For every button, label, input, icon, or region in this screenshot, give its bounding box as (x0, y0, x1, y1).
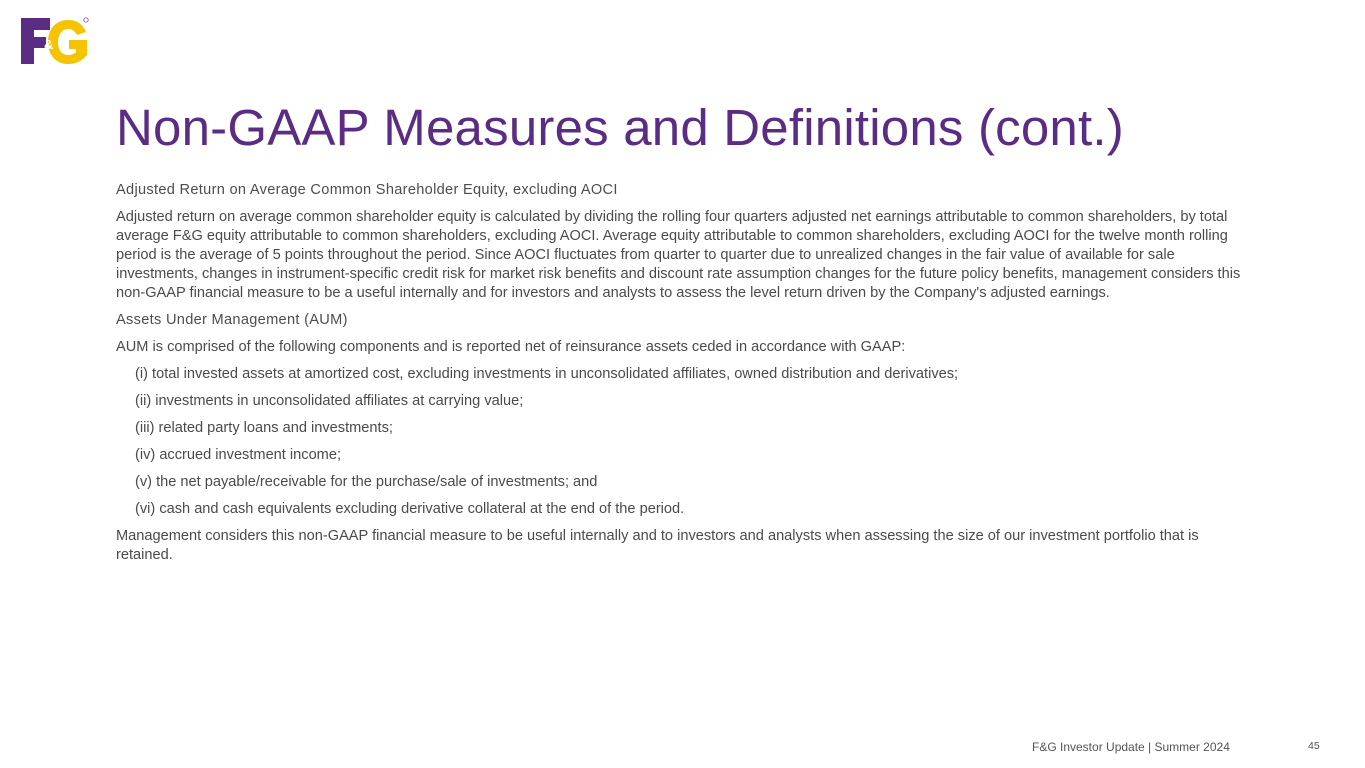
aum-intro: AUM is comprised of the following components and is reported net of reinsurance assets ceded in accordance with GAAP: (116, 339, 906, 355)
list-item: (i) total invested assets at amortized cost, excluding investments in unconsolidated affiliates, owned distribution and derivatives; (135, 366, 959, 382)
definitions-content (116, 181, 1256, 573)
aum-components-list (116, 365, 1256, 519)
company-logo (20, 16, 90, 68)
list-item: (iii) related party loans and investments; (135, 420, 393, 436)
list-item: (v) the net payable/receivable for the purchase/sale of investments; and (135, 474, 598, 490)
footer-text: F&G Investor Update | Summer 2024 (1032, 740, 1230, 754)
list-item: (ii) investments in unconsolidated affiliates at carrying value; (135, 393, 524, 409)
adjusted-roe-heading: Adjusted Return on Average Common Shareholder Equity, excluding AOCI (116, 182, 618, 198)
aum-closing: Management considers this non-GAAP financial measure to be useful internally and to investors and analysts when assessing the size of our investment portfolio that is retained. (116, 528, 1199, 563)
page-number: 45 (1308, 740, 1320, 752)
aum-heading: Assets Under Management (AUM) (116, 312, 348, 328)
svg-text:&: & (44, 37, 54, 52)
page-title: Non-GAAP Measures and Definitions (cont.) (116, 99, 1124, 156)
list-item: (vi) cash and cash equivalents excluding derivative collateral at the end of the period. (135, 501, 685, 517)
adjusted-roe-body: Adjusted return on average common shareholder equity is calculated by dividing the rolling four quarters adjusted net earnings attributable to common shareholders, by total average F&G equity attributable to common shareholders, excluding AOCI. Average equity attributable to common shareholders, excluding AOCI for the twelve month rolling period is the average of 5 points throughout the period. Since AOCI fluctuates from quarter to quarter due to unrealized changes in the fair value of available for sale investments, changes in instrument-specific credit risk for market risk benefits and discount rate assumption changes for the future policy benefits, management considers this non-GAAP financial measure to be a useful internally and for investors and analysts to assess the level return driven by the Company's adjusted earnings. (116, 209, 1241, 301)
list-item: (iv) accrued investment income; (135, 447, 342, 463)
